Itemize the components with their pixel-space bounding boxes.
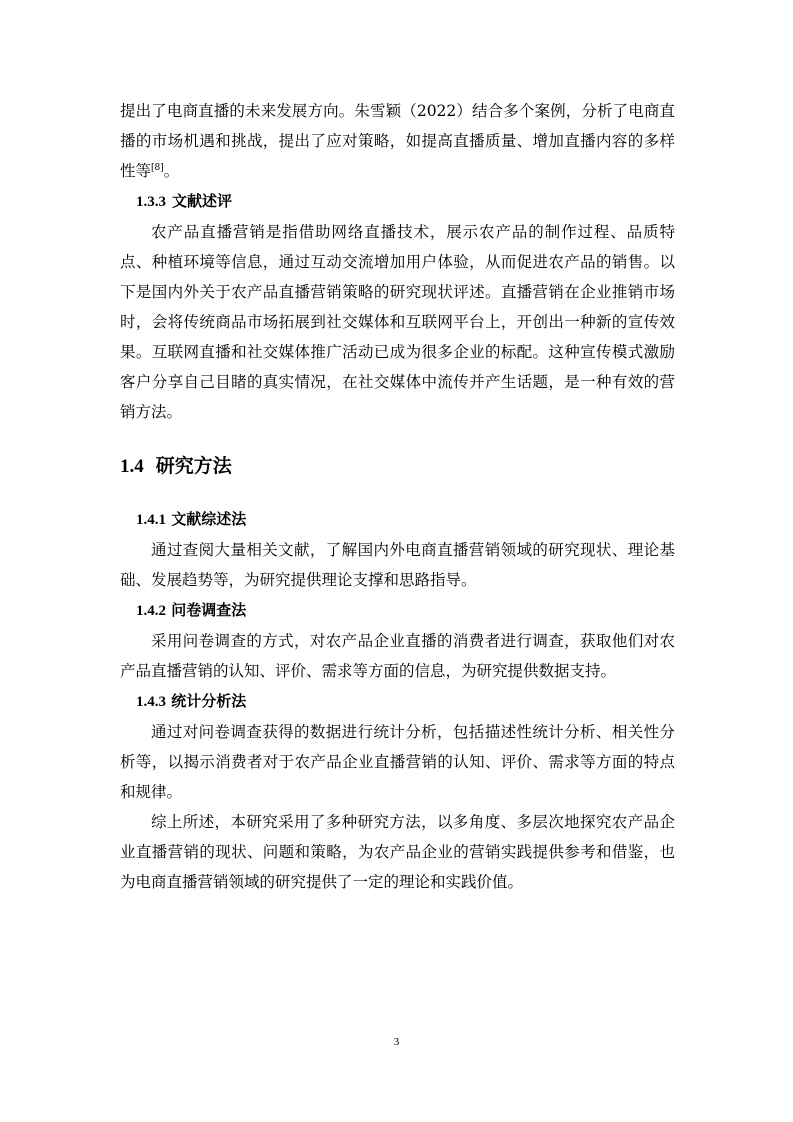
heading-1-4-1-number: 1.4.1: [136, 512, 166, 528]
heading-1-3-3-title: 文献述评: [172, 192, 233, 210]
heading-1-4-2: [120, 595, 675, 626]
page-number: 3: [393, 1036, 400, 1048]
citation-8: [8]: [151, 162, 164, 173]
heading-1-3-3-number: 1.3.3: [136, 194, 166, 210]
heading-1-4-1: [120, 504, 675, 535]
heading-1-4-2-number: 1.4.2: [136, 603, 166, 619]
statistics-method-paragraph: 通过对问卷调查获得的数据进行统计分析，包括描述性统计分析、相关性分析等，以揭示消费者对于农产品企业直播营销的认知、评价、需求等方面的特点和规律。: [120, 723, 675, 801]
summary-paragraph: 综上所述，本研究采用了多种研究方法，以多角度、多层次地探究农产品企业直播营销的现状、问题和策略，为农产品企业的营销实践提供参考和借鉴，也为电商直播营销领域的研究提供了一定的理论和实践价值。: [120, 813, 675, 891]
heading-1-4-1-title: 文献综述法: [171, 510, 247, 528]
literature-method-paragraph: 通过查阅大量相关文献，了解国内外电商直播营销领域的研究现状、理论基础、发展趋势等，为研究提供理论支撑和思路指导。: [120, 541, 675, 589]
heading-1-4-3: [120, 686, 675, 717]
intro-continuation-paragraph: [120, 96, 675, 186]
heading-1-4-3-number: 1.4.3: [136, 694, 166, 710]
intro-end-punct: 。: [163, 162, 180, 180]
heading-1-3-3: [120, 186, 675, 217]
heading-1-4-2-title: 问卷调查法: [171, 601, 247, 619]
questionnaire-method-paragraph: 采用问卷调查的方式，对农产品企业直播的消费者进行调查，获取他们对农产品直播营销的认知、评价、需求等方面的信息，为研究提供数据支持。: [120, 632, 675, 680]
heading-1-4: [120, 451, 675, 482]
heading-1-4-number: 1.4: [120, 456, 144, 477]
intro-continuation-text: 提出了电商直播的未来发展方向。朱雪颖（2022）结合多个案例，分析了电商直播的市场机遇和挑战，提出了应对策略，如提高直播质量、增加直播内容的多样性等: [120, 102, 675, 180]
heading-1-4-title: 研究方法: [155, 455, 232, 477]
literature-review-paragraph: 农产品直播营销是指借助网络直播技术，展示农产品的制作过程、品质特点、种植环境等信息，通过互动交流增加用户体验，从而促进农产品的销售。以下是国内外关于农产品直播营销策略的研究现状评述。直播营销在企业推销市场时，会将传统商品市场拓展到社交媒体和互联网平台上，开创出一种新的宣传效果。互联网直播和社交媒体推广活动已成为很多企业的标配。这种宣传模式激励客户分享自己目睹的真实情况，在社交媒体中流传并产生话题，是一种有效的营销方法。: [120, 223, 675, 421]
document-page: [120, 96, 675, 897]
heading-1-4-3-title: 统计分析法: [171, 692, 247, 710]
